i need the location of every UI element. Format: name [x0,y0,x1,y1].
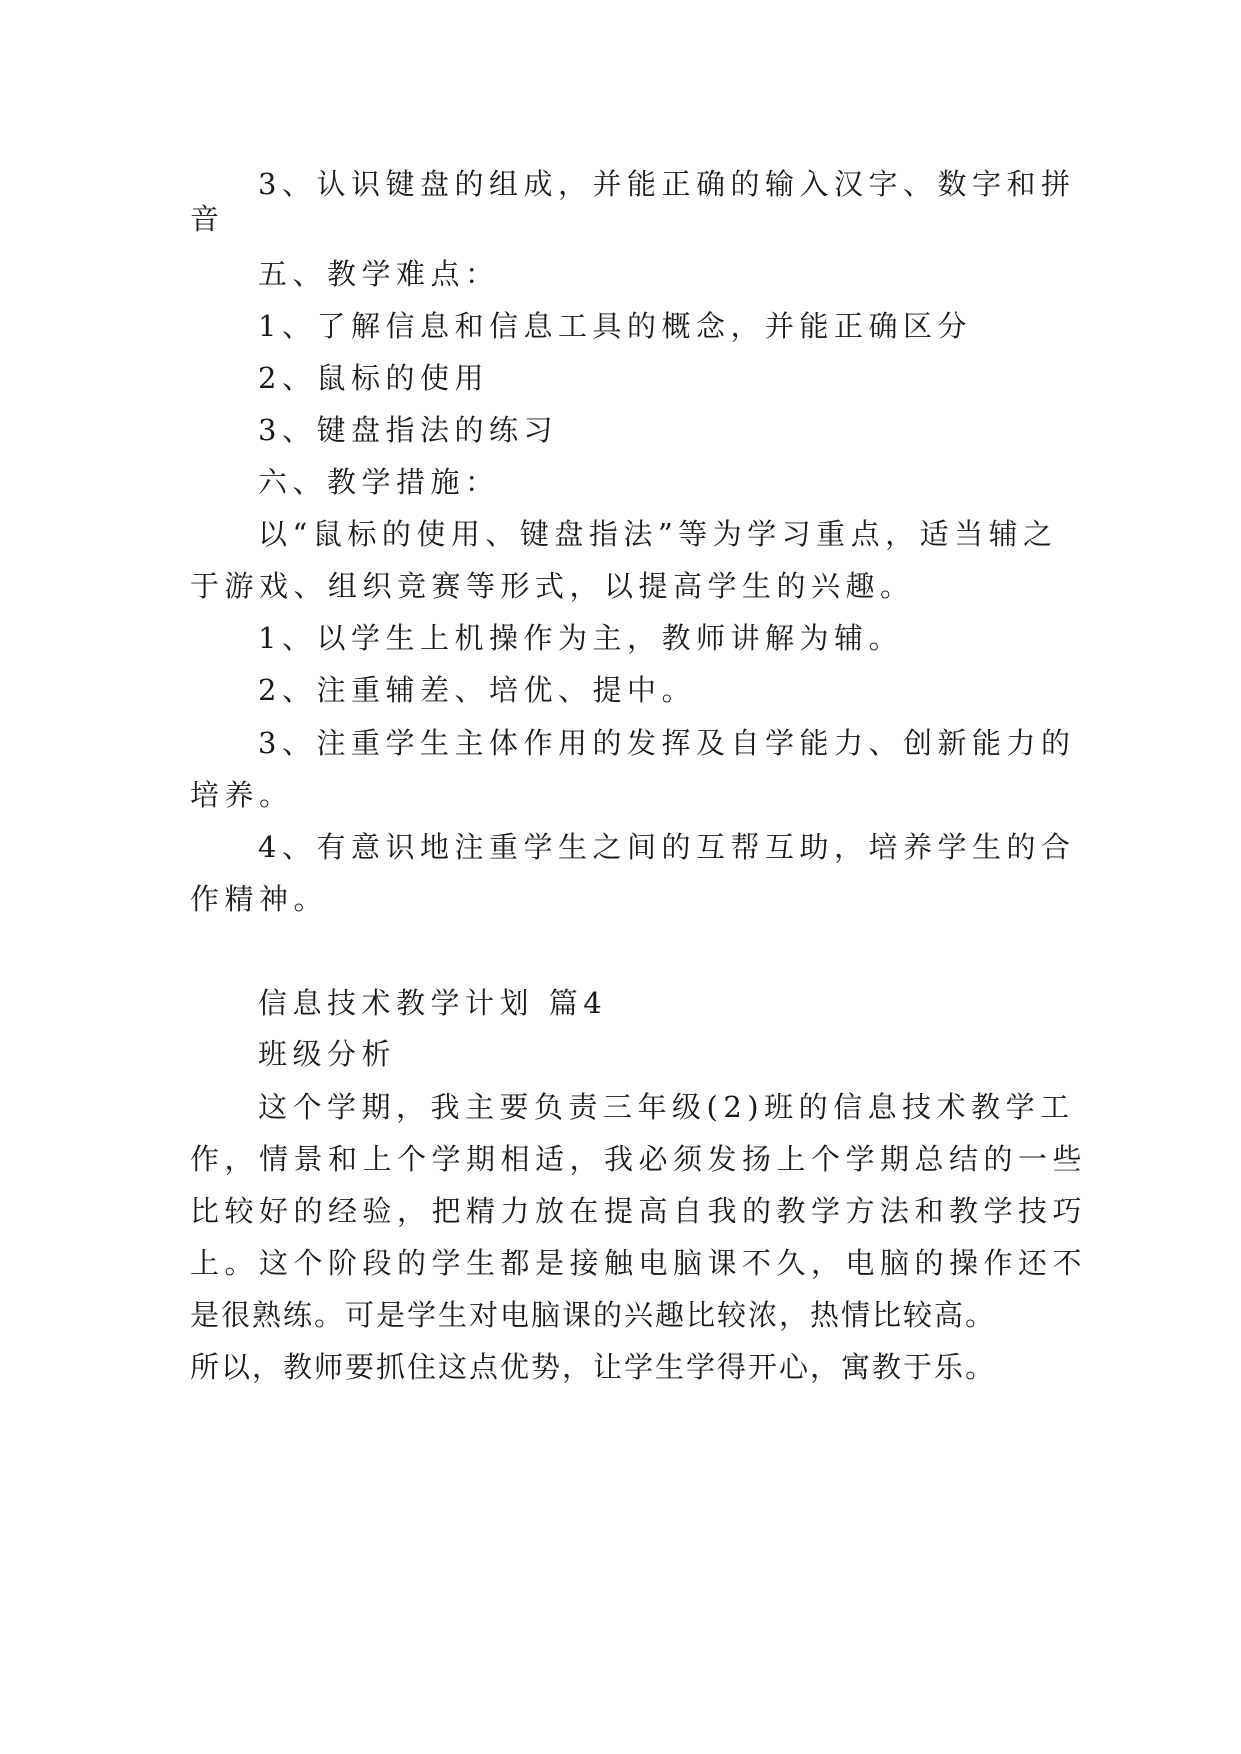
list-item-keyboard-goal: 3、认识键盘的组成，并能正确的输入汉字、数字和拼 [258,167,1076,201]
list-item-measure-4: 4、有意识地注重学生之间的互帮互助，培养学生的合 [258,830,1076,864]
paragraph-line: 作，情景和上个学期相适，我必须发扬上个学期总结的一些 [190,1142,1088,1176]
section-heading-measures: 六、教学措施： [258,465,500,499]
paragraph-line: 所以，教师要抓住这点优势，让学生学得开心，寓教于乐。 [190,1350,997,1384]
section-heading-class-analysis: 班级分析 [258,1037,397,1071]
list-item-measure-3: 3、注重学生主体作用的发挥及自学能力、创新能力的 [258,726,1076,760]
section-heading-difficulties: 五、教学难点： [258,257,500,291]
paragraph-line: 比较好的经验，把精力放在提高自我的教学方法和教学技巧 [190,1194,1088,1228]
paragraph-line: 这个学期，我主要负责三年级(2)班的信息技术教学工 [258,1090,1075,1124]
list-item-difficulty-3: 3、键盘指法的练习 [258,413,558,447]
list-item-measure-2: 2、注重辅差、培优、提中。 [258,673,696,707]
list-item-keyboard-goal-cont: 音 [190,202,225,236]
paragraph-line: 上。这个阶段的学生都是接触电脑课不久，电脑的操作还不 [190,1246,1088,1280]
list-item-difficulty-1: 1、了解信息和信息工具的概念，并能正确区分 [258,309,972,343]
article-title: 信息技术教学计划 篇4 [258,986,608,1020]
list-item-difficulty-2: 2、鼠标的使用 [258,361,489,395]
paragraph-line: 是很熟练。可是学生对电脑课的兴趣比较浓，热情比较高。 [190,1298,997,1332]
paragraph-measures-intro: 以“鼠标的使用、键盘指法”等为学习重点，适当辅之 [258,517,1058,551]
list-item-measure-1: 1、以学生上机操作为主，教师讲解为辅。 [258,621,903,655]
list-item-measure-3-cont: 培养。 [190,778,294,812]
list-item-measure-4-cont: 作精神。 [190,882,329,916]
paragraph-measures-intro-cont: 于游戏、组织竞赛等形式，以提高学生的兴趣。 [190,569,915,603]
